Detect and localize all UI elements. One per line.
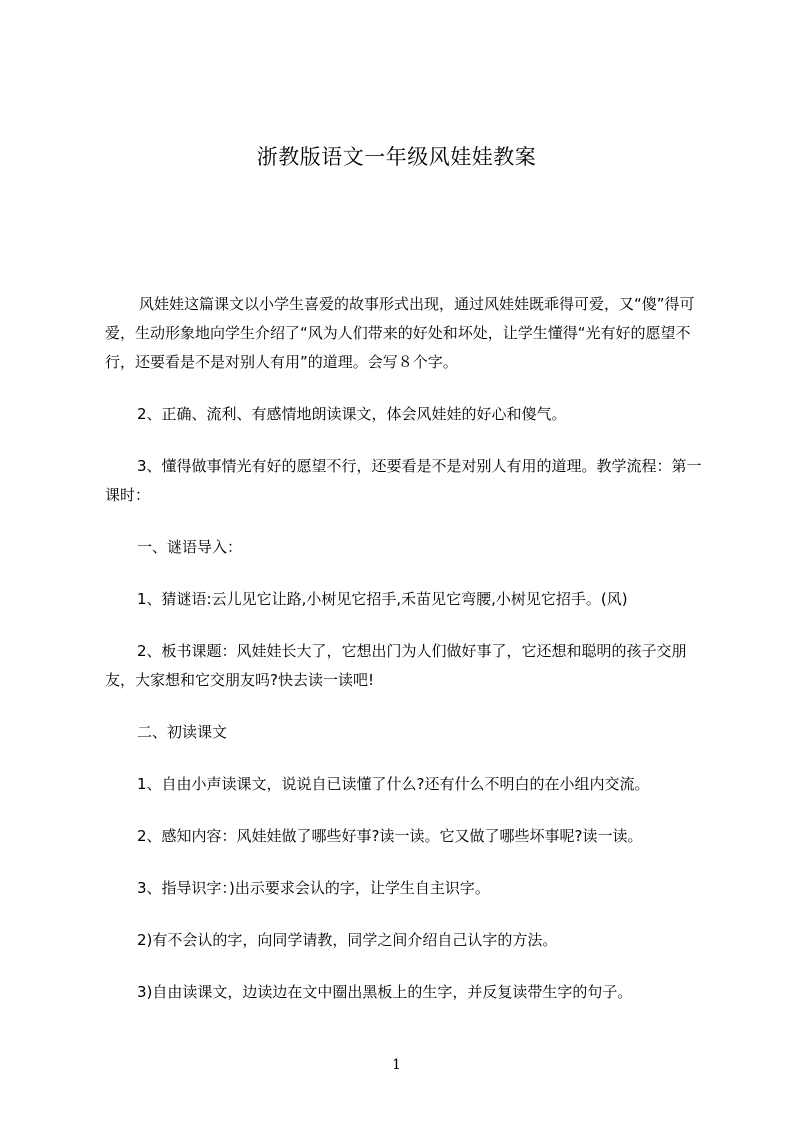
document-body [105,290,715,1007]
literacy-step-3-paragraph: 3)自由读课文，边读边在文中圈出黑板上的生字，并反复读带生字的句子。 [137,983,633,1001]
section-heading-first-reading: 二、初读课文 [137,723,228,741]
page-number: 1 [392,1057,401,1073]
paragraph-gap [105,429,715,452]
paragraph-gap [105,510,715,533]
reading-step-2-paragraph: 2、感知内容：风娃娃做了哪些好事?读一读。它又做了哪些坏事呢?读一读。 [137,827,643,845]
paragraph-gap [105,955,715,978]
paragraph-gap [105,695,715,718]
reading-step-3-paragraph: 3、指导识字：)出示要求会认的字，让学生自主识字。 [137,879,490,897]
paragraph-gap [105,903,715,926]
paragraph-gap [105,747,715,770]
paragraph-gap [105,614,715,637]
literacy-step-2-paragraph: 2)有不会认的字，向同学请教，同学之间介绍自己认字的方法。 [137,931,558,949]
paragraph-gap [105,799,715,822]
reading-step-1-paragraph: 1、自由小声读课文，说说自已读懂了什么?还有什么不明白的在小组内交流。 [137,775,650,793]
board-title-paragraph: 2、板书课题：风娃娃长大了，它想出门为人们做好事了，它还想和聪明的孩子交朋友，大家想和它交朋友吗?快去读一读吧! [105,642,687,689]
paragraph-gap [105,562,715,585]
paragraph-gap [105,851,715,874]
objective-2-paragraph: 2、正确、流利、有感情地朗读课文，体会风娃娃的好心和傻气。 [137,405,567,423]
document-title: 浙教版语文一年级风娃娃教案 [256,145,537,169]
riddle-paragraph: 1、猜谜语:云儿见它让路,小树见它招手,禾苗见它弯腰,小树见它招手。(风) [137,590,628,608]
paragraph-gap [105,377,715,400]
intro-paragraph: 风娃娃这篇课文以小学生喜爱的故事形式出现，通过风娃娃既乖得可爱，又“傻”得可爱，生动形象地向学生介绍了“风为人们带来的好处和坏处，让学生懂得“光有好的愿望不行，还要看是不是对别人有用”的道理。会写８个字。 [105,295,695,371]
section-heading-riddle: 一、谜语导入： [137,538,243,556]
objective-3-paragraph: 3、懂得做事情光有好的愿望不行，还要看是不是对别人有用的道理。教学流程：第一课时： [105,457,702,504]
